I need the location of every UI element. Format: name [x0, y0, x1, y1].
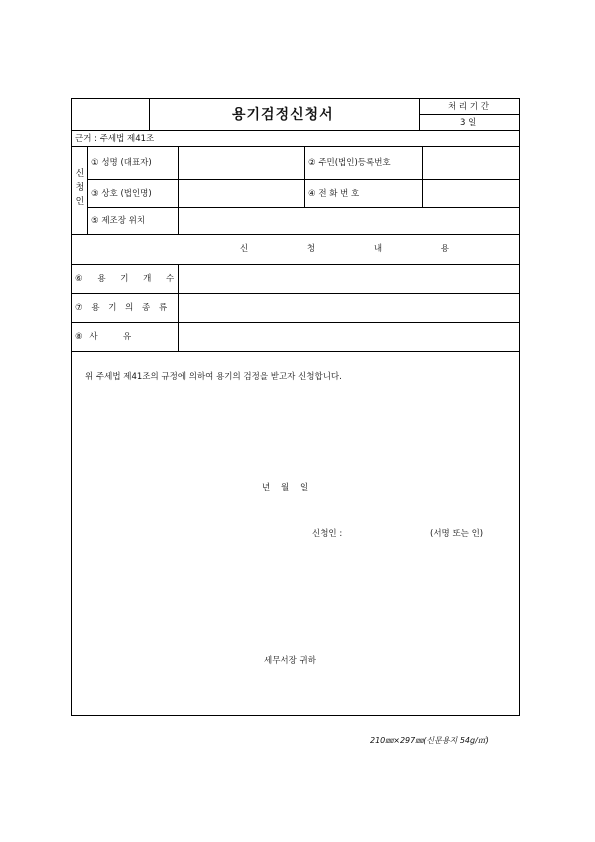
divider — [72, 351, 519, 352]
divider — [422, 146, 423, 207]
divider — [72, 146, 519, 147]
processing-period-label: 처 리 기 간 — [448, 102, 489, 112]
container-count-label: ⑥ 용 기 개 수 — [75, 274, 181, 284]
container-type-label: ⑦ 용 기 의 종 류 — [75, 303, 171, 313]
name-label: ① 성명 (대표자) — [91, 158, 152, 168]
divider — [419, 114, 519, 115]
application-form — [71, 98, 520, 716]
application-content-header: 신 청 내 용 — [240, 244, 477, 254]
form-title: 용기검정신청서 — [232, 107, 334, 123]
divider — [87, 179, 519, 180]
company-name-label: ③ 상호 (법인명) — [91, 189, 152, 199]
divider — [304, 146, 305, 207]
divider — [178, 146, 179, 234]
signature-hint: (서명 또는 인) — [430, 529, 484, 539]
paper-spec: 210㎜×297㎜(신문용지 54g/㎡) — [370, 736, 489, 745]
reason-label: ⑧ 사 유 — [75, 332, 134, 342]
divider — [87, 207, 519, 208]
applicant-signature-label: 신청인 : — [312, 529, 343, 539]
date-line: 년 월 일 — [262, 483, 309, 493]
divider — [149, 99, 150, 130]
factory-location-label: ⑤ 제조장 위치 — [91, 216, 146, 226]
recipient: 세무서장 귀하 — [264, 656, 316, 666]
processing-period-value: 3 일 — [460, 118, 477, 128]
divider — [72, 130, 519, 131]
divider — [72, 264, 519, 265]
application-statement: 위 주세법 제41조의 규정에 의하여 용기의 검정을 받고자 신청합니다. — [85, 372, 342, 382]
resident-number-label: ② 주민(법인)등록번호 — [308, 158, 391, 168]
legal-basis: 근거 : 주세법 제41조 — [75, 134, 155, 144]
phone-number-label: ④ 전 화 번 호 — [308, 189, 360, 199]
applicant-side-label: 신 청 인 — [75, 169, 85, 207]
divider — [87, 146, 88, 234]
divider — [72, 293, 519, 294]
divider — [72, 322, 519, 323]
divider — [72, 234, 519, 235]
